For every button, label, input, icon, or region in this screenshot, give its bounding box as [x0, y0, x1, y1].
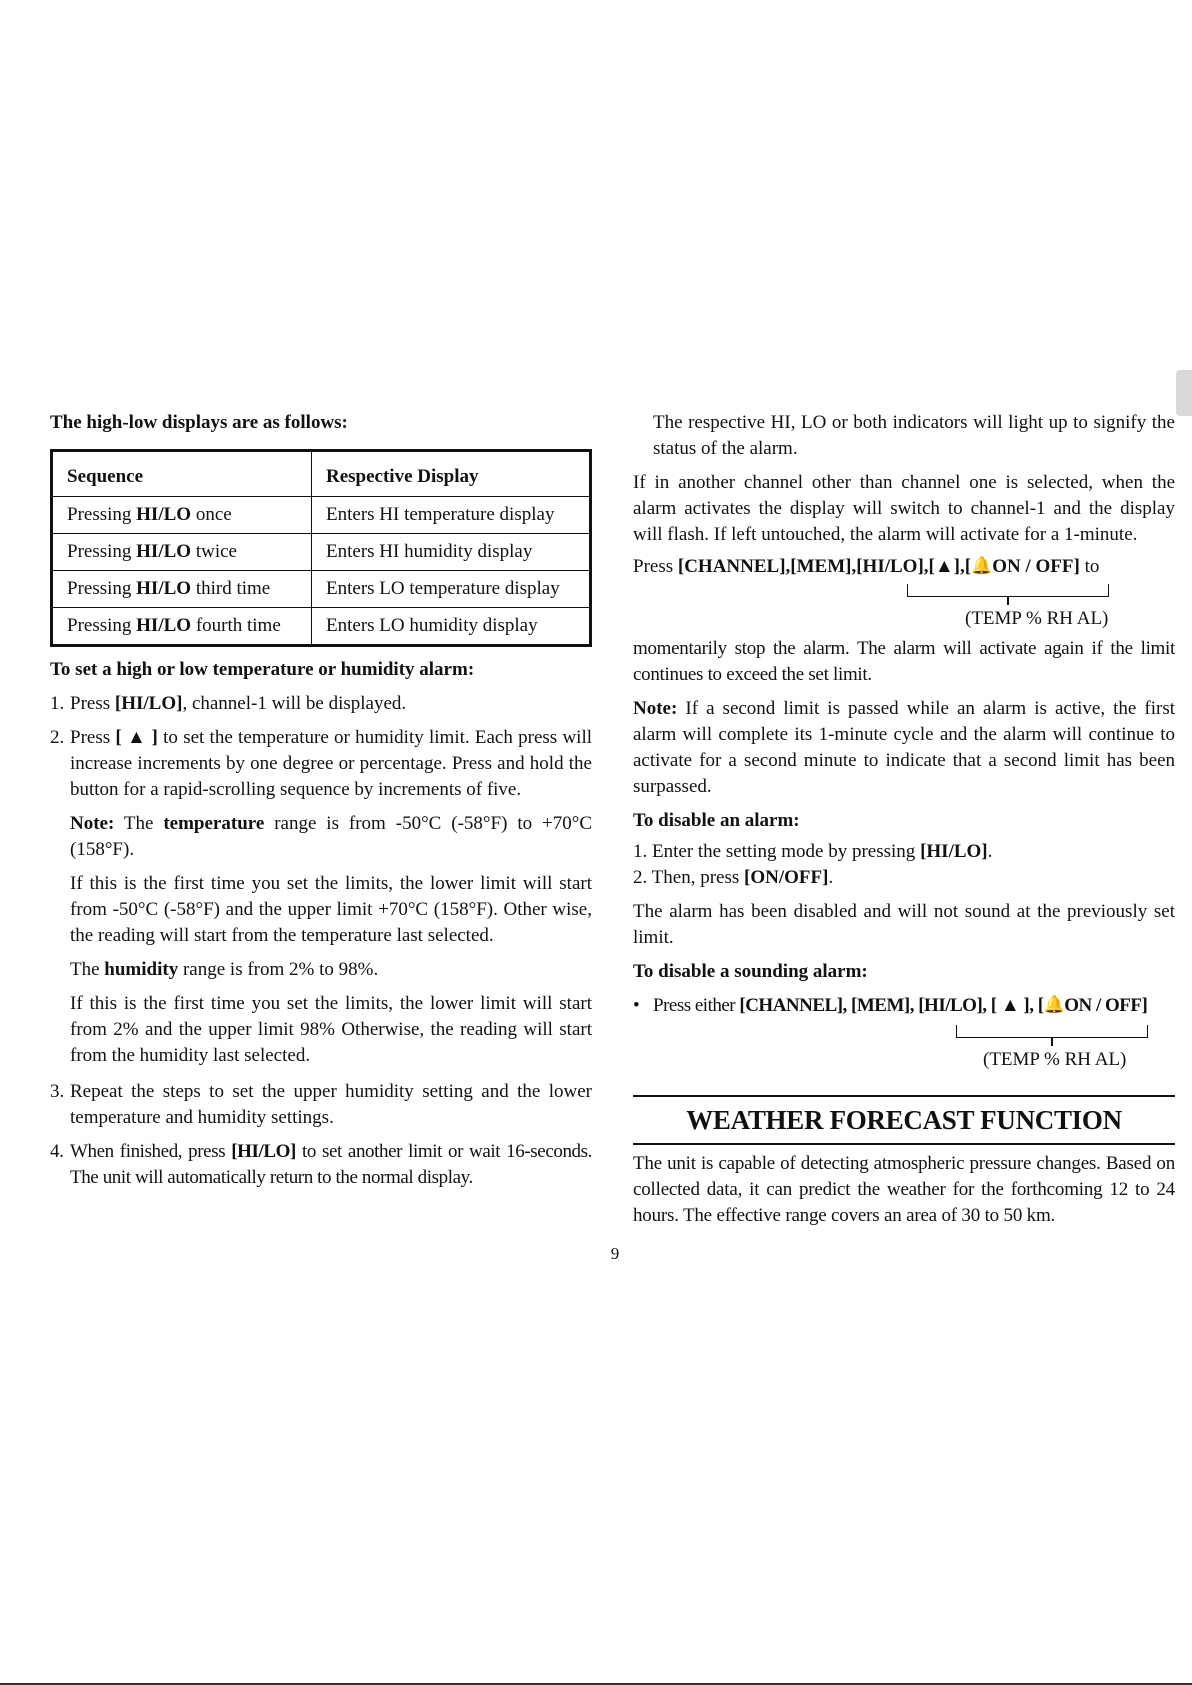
- press-keys-line: Press [CHANNEL],[MEM],[HI/LO],[▲],[🔔ON / OFF] to: [633, 554, 1175, 580]
- display-cell: Enters LO temperature display: [312, 571, 591, 608]
- table-intro: The high-low displays are as follows:: [50, 412, 348, 433]
- bullet-press-either: • Press either [CHANNEL], [MEM], [HI/LO], [ ▲ ], [🔔ON / OFF]: [633, 993, 1175, 1019]
- para-indicators: The respective HI, LO or both indicators will light up to signify the status of the alarm.: [653, 412, 1175, 459]
- bracket-tick: [1051, 1038, 1053, 1046]
- para-first-temp: If this is the first time you set the limits, the lower limit will start from -50°C (-58°F) and the upper limit +70°C (158°F). Other wise, the reading will start from the temperature last selected.: [70, 873, 592, 946]
- step-1: 1. Press [HI/LO], channel-1 will be displayed.: [50, 693, 407, 714]
- section-rule-bottom: [633, 1143, 1175, 1145]
- sequence-cell: Pressing HI/LO once: [52, 497, 312, 534]
- bracket-line: [907, 584, 1109, 597]
- table-row: [52, 497, 591, 534]
- bracket-line: [956, 1025, 1148, 1038]
- sequence-cell: Pressing HI/LO fourth time: [52, 608, 312, 646]
- step-3: 3. Repeat the steps to set the upper humidity setting and the lower temperature and humidity settings.: [50, 1081, 592, 1128]
- table-row: [52, 534, 591, 571]
- step-4: 4. When finished, press [HI/LO] to set another limit or wait 16-seconds. The unit will automatically return to the normal display.: [50, 1141, 592, 1188]
- high-low-table: [50, 449, 592, 647]
- bracket-label: (TEMP % RH AL): [965, 608, 1109, 629]
- sounding-heading: To disable a sounding alarm:: [633, 961, 868, 982]
- alarm-bell-icon: 🔔: [1043, 995, 1065, 1014]
- note-second-limit: Note: If a second limit is passed while an alarm is active, the first alarm will complete its 1-minute cycle and the alarm will continue to activate for a second minute to indicate that a second limit has been surpassed.: [633, 698, 1175, 797]
- para-first-hum: If this is the first time you set the limits, the lower limit will start from 2% and the upper limit 98% Otherwise, the reading will start from the humidity last selected.: [70, 993, 592, 1066]
- disable-step-2: 2. Then, press [ON/OFF].: [633, 867, 834, 888]
- bracket-block-2: [633, 1019, 1175, 1075]
- sequence-cell: Pressing HI/LO twice: [52, 534, 312, 571]
- table-header-sequence: Sequence: [52, 451, 312, 497]
- para-momentarily: momentarily stop the alarm. The alarm will activate again if the limit continues to exceed the set limit.: [633, 638, 1175, 685]
- display-cell: Enters HI humidity display: [312, 534, 591, 571]
- step-2: 2. Press [ ▲ ] to set the temperature or humidity limit. Each press will increase increments by one degree or percentage. Press and hold the button for a rapid-scrolling sequence by increments of five.: [50, 727, 592, 800]
- left-column: [50, 410, 592, 1191]
- table-row: [52, 571, 591, 608]
- disable-step-1: 1. Enter the setting mode by pressing [HI/LO].: [633, 841, 993, 862]
- right-column: [633, 410, 1175, 1229]
- table-header-row: [52, 451, 591, 497]
- section-title: WEATHER FORECAST FUNCTION: [686, 1105, 1122, 1135]
- alarm-heading: To set a high or low temperature or humidity alarm:: [50, 659, 475, 680]
- disable-heading: To disable an alarm:: [633, 810, 800, 831]
- para-forecast: The unit is capable of detecting atmospheric pressure changes. Based on collected data, it can predict the weather for the forthcoming 12 to 24 hours. The effective range covers an area of 30 to 50 km.: [633, 1152, 1175, 1226]
- sequence-cell: Pressing HI/LO third time: [52, 571, 312, 608]
- table-row: [52, 608, 591, 646]
- note-temperature: Note: The temperature range is from -50°C (-58°F) to +70°C (158°F).: [70, 813, 592, 860]
- humidity-range: The humidity range is from 2% to 98%.: [70, 959, 379, 980]
- bracket-tick: [1007, 597, 1009, 605]
- page-number: 9: [610, 1244, 620, 1263]
- alarm-bell-icon: 🔔: [971, 556, 993, 575]
- display-cell: Enters LO humidity display: [312, 608, 591, 646]
- para-disabled: The alarm has been disabled and will not sound at the previously set limit.: [633, 901, 1175, 948]
- page-edge-tab: [1176, 370, 1192, 416]
- table-header-display: Respective Display: [312, 451, 591, 497]
- bracket-block-1: [633, 580, 1175, 632]
- para-channel: If in another channel other than channel one is selected, when the alarm activates the display will switch to channel-1 and the display will flash. If left untouched, the alarm will activate for a 1-minute.: [633, 472, 1175, 545]
- bracket-label: (TEMP % RH AL): [983, 1049, 1127, 1070]
- display-cell: Enters HI temperature display: [312, 497, 591, 534]
